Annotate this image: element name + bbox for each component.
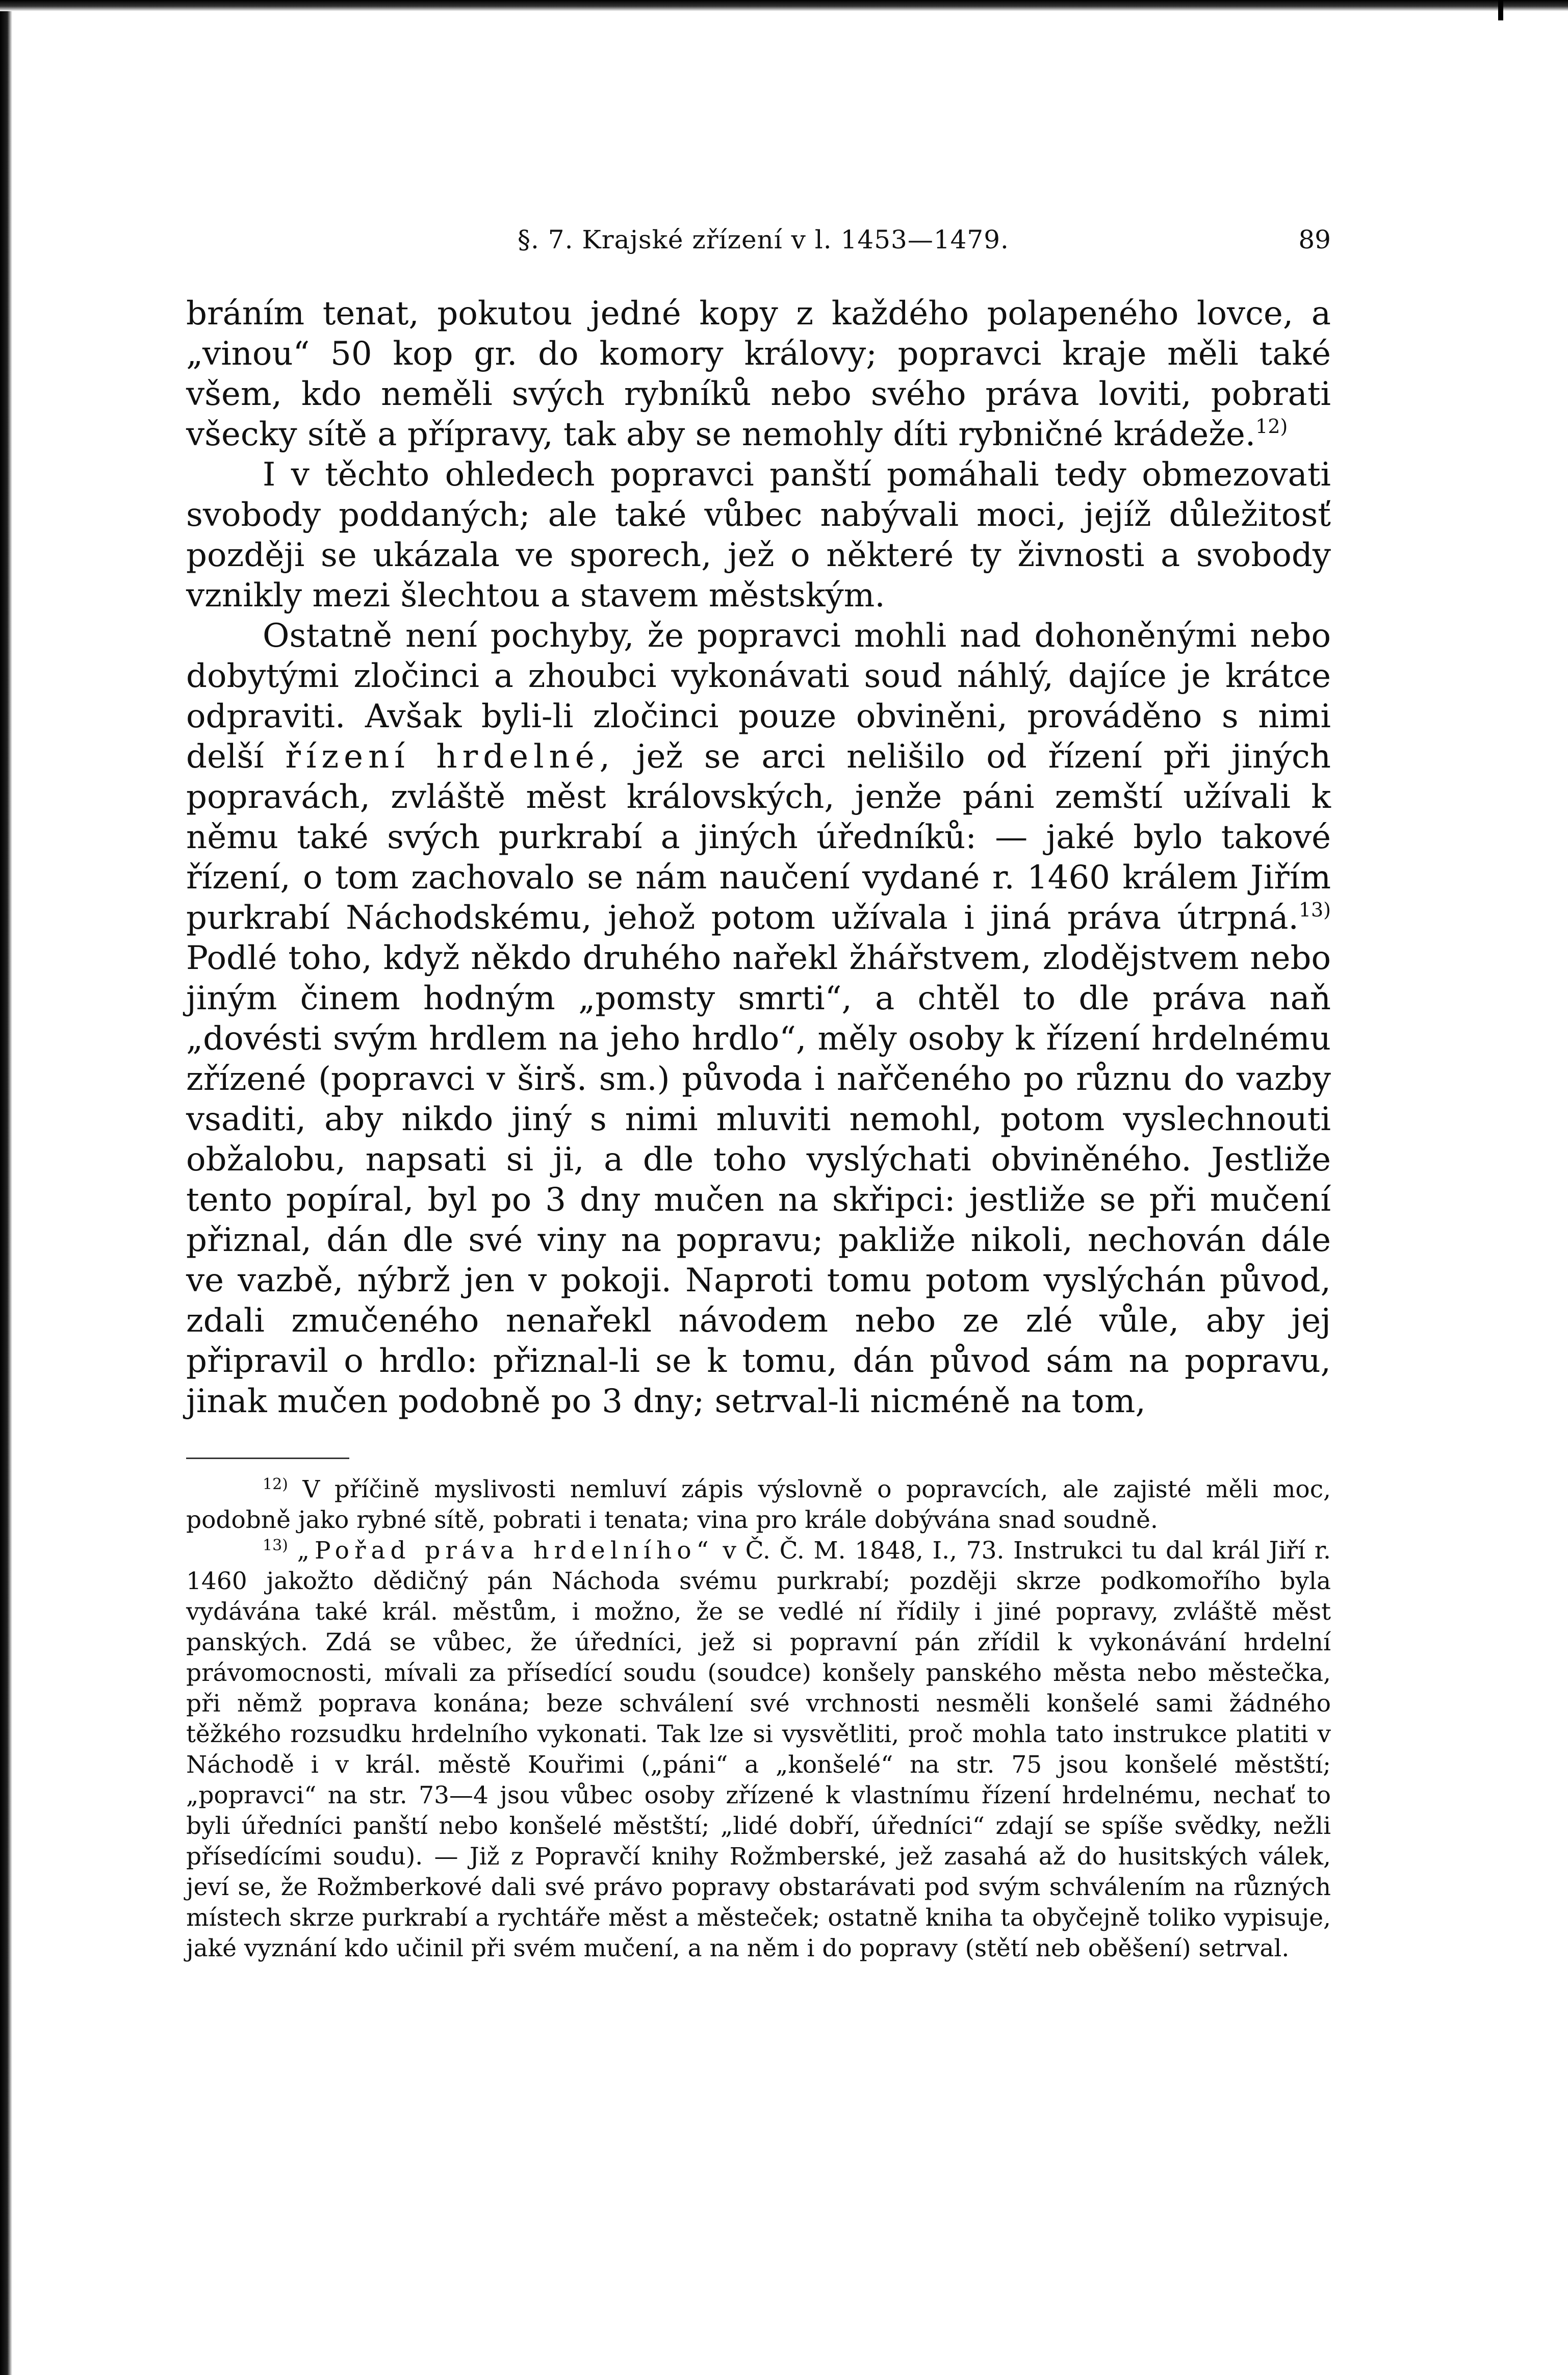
paragraph-3-text-c: Podlé toho, když někdo druhého nařekl žhářstvem, zlodějstvem nebo jiným činem hodným „pomsty smrti“, a chtěl to dle práva naň „dovésti svým hrdlem na jeho hrdlo“, měly osoby k řízení hrdelnému zřízené (popravci v širš. sm.) původa i nařčeného po různu do vazby vsaditi, aby nikdo jiný s nimi mluviti nemohl, potom vyslechnouti obžalobu, napsati si ji, a dle toho vyslýchati obviněného. Jestliže tento popíral, byl po 3 dny mučen na skřipci: jestliže se při mučení přiznal, dán dle své viny na popravu; pakliže nikoli, nechován dále ve vazbě, nýbrž jen v pokoji. Naproti tomu potom vyslýchán původ, zdali zmučeného nenařekl návodem nebo ze zlé vůle, aby jej připravil o hrdlo: přiznal-li se k tomu, dán původ sám na popravu, jinak mučen podobně po 3 dny; setrval-li nicméně na tom, bbox=[186, 939, 1331, 1420]
paragraph-3-text-b: jež se arci nelišilo od řízení při jiných popravách, zvláště měst královských, jenže páni zemští užívali k němu také svých purkrabí a jiných úředníků: — jaké bylo takové řízení, o tom zachovalo se nám naučení vydané r. 1460 králem Jiřím purkrabí Náchodskému, jehož potom užívala i jiná práva útrpná. bbox=[186, 738, 1331, 937]
page-number: 89 bbox=[1298, 225, 1331, 254]
paragraph-1-text: bráním tenat, pokutou jedné kopy z každého polapeného lovce, a „vinou“ 50 kop gr. do komory královy; popravci kraje měli také všem, kdo neměli svých rybníků nebo svého práva loviti, pobrati všecky sítě a přípravy, tak aby se nemohly díti rybničné krádeže. bbox=[186, 295, 1331, 453]
paragraph-3-spaced-term: řízení hrdelné, bbox=[285, 738, 615, 776]
footnotes bbox=[186, 1474, 1331, 1964]
footnote-ref-13: 13) bbox=[1298, 899, 1331, 921]
paragraph-2-text: I v těchto ohledech popravci panští pomáhali tedy obmezovati svobody poddaných; ale také vůbec nabývali moci, jejíž důležitosť později se ukázala ve sporech, jež o některé ty živnosti a svobody vznikly mezi šlechtou a stavem městským. bbox=[186, 456, 1331, 615]
paragraph-3 bbox=[186, 616, 1331, 1422]
paragraph-3-text-a: Ostatně není pochyby, že popravci mohli nad dohoněnými nebo dobytými zločinci a zhoubci vykonávati soud náhlý, dajíce je krátce odpraviti. Avšak byli-li zločinci pouze obviněni, prováděno s nimi delší bbox=[186, 617, 1331, 776]
footnote-ref-12: 12) bbox=[1255, 415, 1288, 438]
footnote-rule bbox=[186, 1458, 349, 1459]
running-head bbox=[186, 219, 1331, 260]
footnote-13-text: v Č. Č. M. 1848, I., 73. Instrukci tu dal král Jiří r. 1460 jakožto dědičný pán Náchoda svému purkrabí; později skrze podkomořího byla vydávána také král. městům, i možno, že se vedlé ní řídily i jiné popravy, zvláště měst panských. Zdá se vůbec, že úředníci, jež si popravní pán zřídil k vykonávání hrdelní právomocnosti, mívali za přísedící soudu (soudce) konšely panského města nebo městečka, při němž poprava konána; beze schválení své vrchnosti nesměli konšelé sami žádného těžkého rozsudku hrdelního vykonati. Tak lze si vysvětliti, proč mohla tato instrukce platiti v Náchodě i v král. městě Kouřimi („páni“ a „konšelé“ na str. 75 jsou konšelé městští; „popravci“ na str. 73—4 jsou vůbec osoby zřízené k vlastnímu řízení hrdelnému, nechať to byli úředníci panští nebo konšelé městští; „lidé dobří, úředníci“ zdají se spíše svědky, nežli přísedícími soudu). — Již z Popravčí knihy Rožmberské, jež zasahá až do husitských válek, jeví se, že Rožmberkové dali své právo popravy obstarávati pod svým schválením na různých místech skrze purkrabí a rychtáře měst a městeček; ostatně kniha ta obyčejně toliko vypisuje, jaké vyznání kdo učinil při svém mučení, a na něm i do popravy (stětí neb oběšení) setrval. bbox=[186, 1537, 1331, 1962]
footnote-13-mark: 13) bbox=[263, 1537, 288, 1554]
footnote-12-mark: 12) bbox=[263, 1475, 288, 1493]
book-page bbox=[186, 219, 1331, 1964]
paragraph-2 bbox=[186, 455, 1331, 616]
scan-edge-left bbox=[0, 0, 12, 2375]
footnote-13 bbox=[186, 1536, 1331, 1964]
footnote-13-spaced-title: „Pořad práva hrdelního“ bbox=[297, 1537, 714, 1565]
running-title: §. 7. Krajské zřízení v l. 1453—1479. bbox=[518, 225, 1009, 254]
body-text bbox=[186, 294, 1331, 1422]
footnote-12 bbox=[186, 1474, 1331, 1536]
footnote-12-text: V příčině myslivosti nemluví zápis výslovně o popravcích, ale zajisté měli moc, podobně jako rybné sítě, pobrati i tenata; vina pro krále dobývána snad soudně. bbox=[186, 1475, 1331, 1534]
paragraph-1 bbox=[186, 294, 1331, 455]
scan-notch bbox=[1498, 0, 1503, 20]
scan-edge-top bbox=[0, 0, 1568, 11]
